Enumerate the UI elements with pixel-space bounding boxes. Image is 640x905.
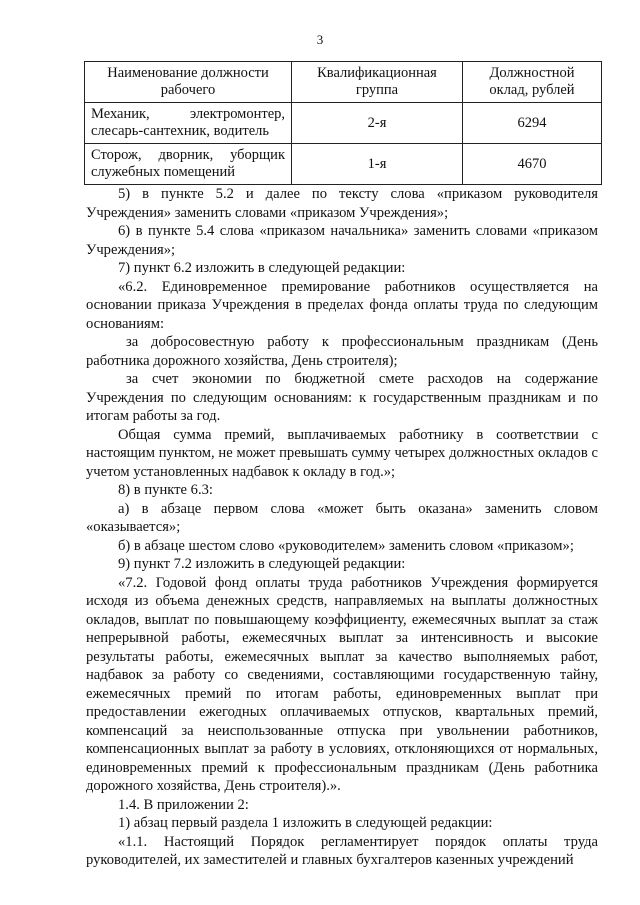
cell-salary: 6294 [463, 103, 602, 144]
paragraph: 5) в пункте 5.2 и далее по тексту слова «приказом руководителя Учреждения» заменить словами «приказом Учреждения»; [86, 186, 598, 221]
cell-group: 1-я [292, 144, 463, 185]
paragraph: 6) в пункте 5.4 слова «приказом начальника» заменить словами «приказом Учреждения»; [86, 223, 598, 258]
paragraph: 7) пункт 6.2 изложить в следующей редакции: [118, 260, 406, 276]
document-body [86, 185, 598, 870]
page-number: 3 [316, 32, 324, 47]
table-header-row [85, 62, 602, 103]
paragraph: 1.4. В приложении 2: [118, 796, 249, 813]
paragraph: Общая сумма премий, выплачиваемых работнику в соответствии с настоящим пунктом, не может превышать сумму четырех должностных окладов с учетом установленных надбавок к окладу в год.»; [86, 426, 598, 480]
paragraph: за счет экономии по бюджетной смете расходов на содержание Учреждения по следующим основаниям: к государственным праздникам и по итогам работы за год. [86, 371, 598, 424]
paragraph: 1) абзац первый раздела 1 изложить в следующей редакции: [118, 815, 493, 831]
table-row [85, 144, 602, 185]
header-position: Наименование должности рабочего [85, 62, 292, 103]
cell-position: Сторож, дворник, уборщик служебных помещений [85, 144, 292, 185]
paragraph: б) в абзаце шестом слово «руководителем» заменить словом «приказом»; [118, 537, 574, 554]
cell-salary: 4670 [463, 144, 602, 185]
paragraph: за добросовестную работу к профессиональным праздникам (День работника дорожного хозяйства, День строителя); [86, 334, 598, 369]
paragraph: «1.1. Настоящий Порядок регламентирует порядок оплаты труда руководителей, их заместителей и главных бухгалтеров казенных учреждений [86, 833, 598, 868]
paragraph: 9) пункт 7.2 изложить в следующей редакции: [118, 556, 406, 572]
table-row [85, 103, 602, 144]
paragraph: 8) в пункте 6.3: [118, 482, 213, 498]
paragraph: «6.2. Единовременное премирование работников осуществляется на основании приказа Учреждения в пределах фонда оплаты труда по следующим основаниям: [86, 278, 598, 332]
header-salary: Должностной оклад, рублей [463, 62, 602, 103]
salary-table [84, 61, 602, 185]
cell-group: 2-я [292, 103, 463, 144]
paragraph: «7.2. Годовой фонд оплаты труда работников Учреждения формируется исходя из объема денежных средств, направляемых на выплаты должностных окладов, выплат по повышающему коэффициенту, ежемесячных выплат за стаж непрерывной работы, ежемесячных выплат за интенсивность и высокие результаты работы, ежемесячных выплат за качество выполняемых работ, надбавок за работу со сведениями, составляющими государственную тайну, ежемесячных премий по итогам работы, единовременных выплат при предоставлении ежегодных оплачиваемых отпусков, квартальных премий, компенсаций за неиспользованные отпуска при увольнении работников, компенсационных выплат за работу в условиях, отклоняющихся от нормальных, единовременных премий к профессиональным праздникам (День работника дорожного хозяйства, День строителя).». [86, 574, 598, 794]
header-qualification-group: Квалификационная группа [292, 62, 463, 103]
cell-position: Механик, электромонтер, слесарь-сантехник, водитель [85, 103, 292, 144]
paragraph: а) в абзаце первом слова «может быть оказана» заменить словом «оказывается»; [86, 500, 598, 535]
